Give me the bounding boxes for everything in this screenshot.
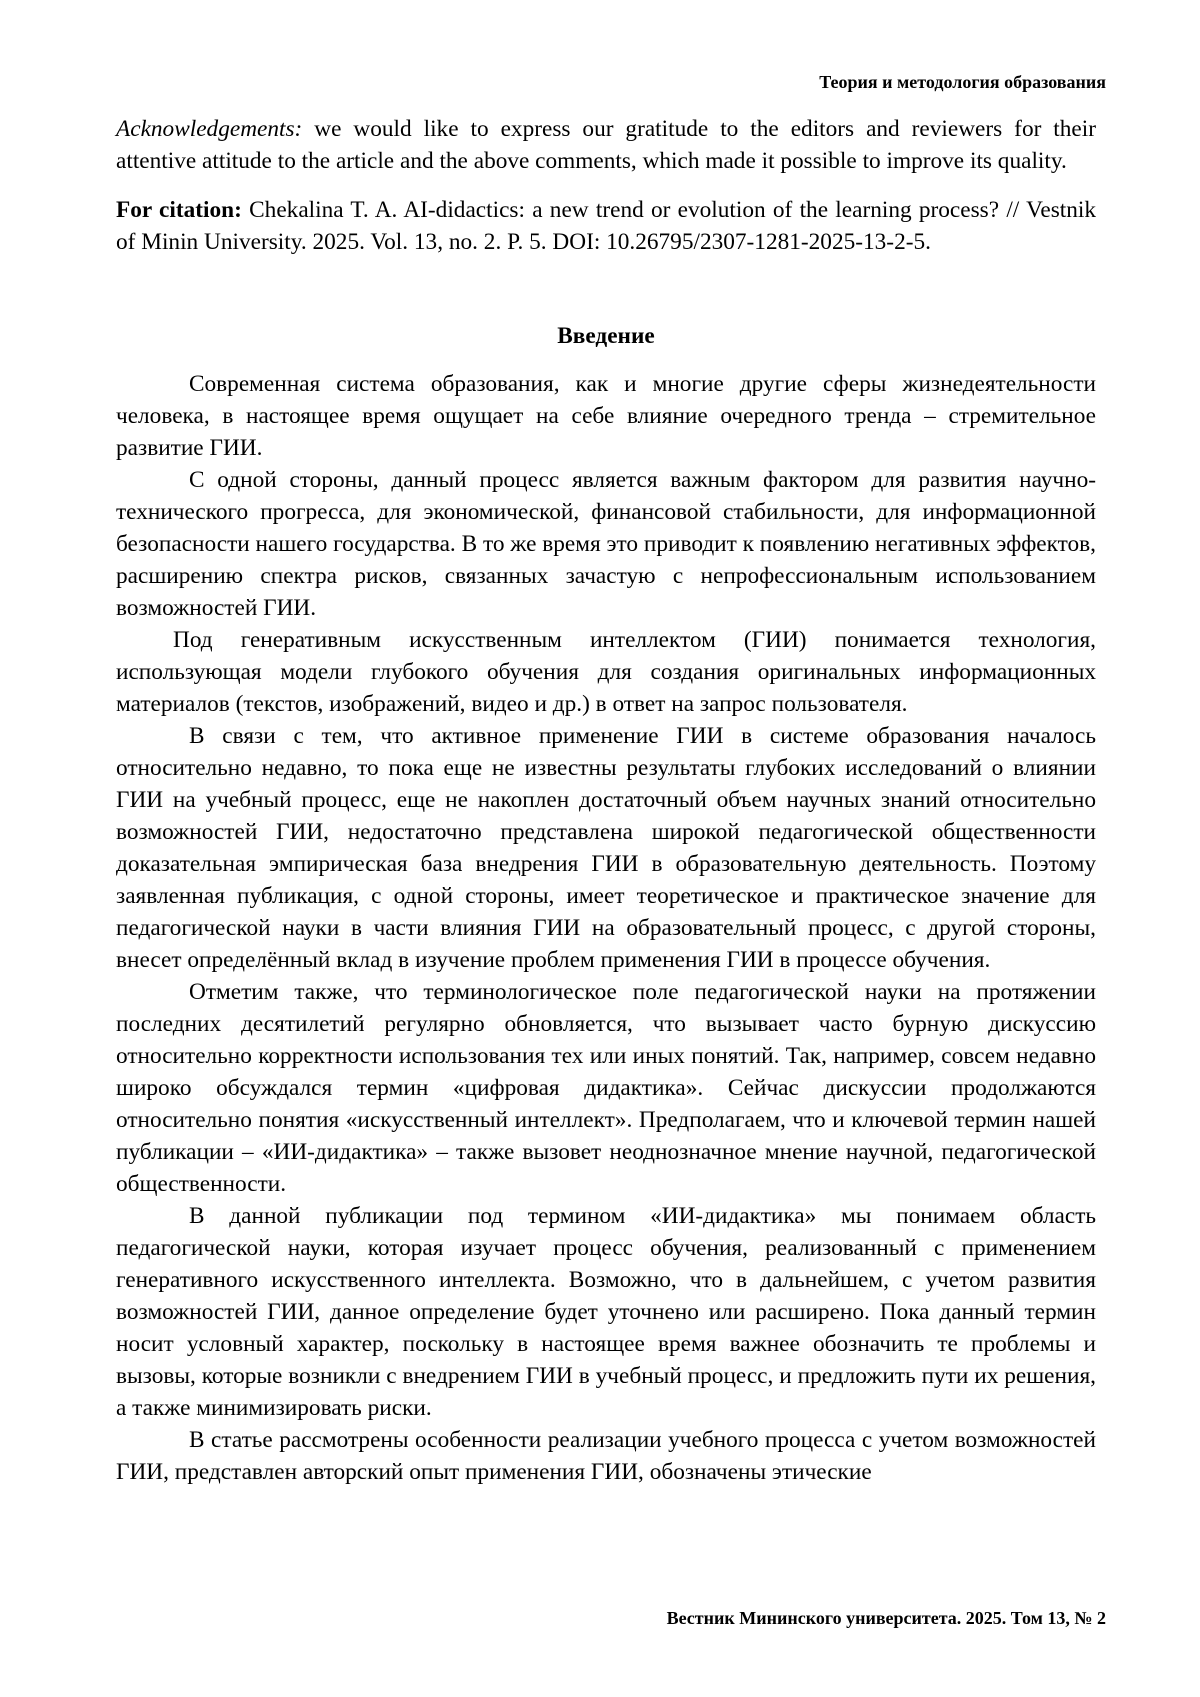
article-body (116, 113, 1096, 1488)
section-title: Введение (557, 323, 655, 349)
citation-label: For citation: (116, 197, 242, 223)
paragraph: С одной стороны, данный процесс является важным фактором для развития научно-технического прогресса, для экономической, финансовой стабильности, для информационной безопасности нашего государства. В то же время это приводит к появлению негативных эффектов, расширению спектра рисков, связанных зачастую с непрофессиональным использованием возможностей ГИИ. (116, 467, 1096, 621)
paragraph: В связи с тем, что активное применение ГИИ в системе образования началось относительно недавно, то пока еще не известны результаты глубоких исследований о влиянии ГИИ на учебный процесс, еще не накоплен достаточный объем научных знаний относительно возможностей ГИИ, недостаточно представлена широкой педагогической общественности доказательная эмпирическая база внедрения ГИИ в образовательную деятельность. Поэтому заявленная публикация, с одной стороны, имеет теоретическое и практическое значение для педагогической науки в части влияния ГИИ на образовательный процесс, с другой стороны, внесет определённый вклад в изучение проблем применения ГИИ в процессе обучения. (116, 723, 1096, 973)
paragraph: Под генеративным искусственным интеллектом (ГИИ) понимается технология, использующая модели глубокого обучения для создания оригинальных информационных материалов (текстов, изображений, видео и др.) в ответ на запрос пользователя. (116, 627, 1096, 717)
acknowledgements-text: we would like to express our gratitude to the editors and reviewers for their attentive attitude to the article and the above comments, which made it possible to improve its quality. (116, 116, 1096, 174)
running-footer: Вестник Мининского университета. 2025. Том 13, № 2 (666, 1608, 1106, 1628)
paragraph: В статье рассмотрены особенности реализации учебного процесса с учетом возможностей ГИИ, представлен авторский опыт применения ГИИ, обозначены этические (116, 1427, 1096, 1485)
citation-text: Chekalina T. A. AI-didactics: a new trend or evolution of the learning process? // Vestnik of Minin University. 2025. Vol. 13, no. 2. P. 5. DOI: 10.26795/2307-1281-2025-13-2-5. (116, 197, 1097, 255)
acknowledgements (116, 113, 1096, 177)
paragraph: Современная система образования, как и многие другие сферы жизнедеятельности человека, в настоящее время ощущает на себе влияние очередного тренда – стремительное развитие ГИИ. (116, 371, 1096, 461)
paragraph: Отметим также, что терминологическое поле педагогической науки на протяжении последних десятилетий регулярно обновляется, что вызывает часто бурную дискуссию относительно корректности использования тех или иных понятий. Так, например, совсем недавно широко обсуждался термин «цифровая дидактика». Сейчас дискуссии продолжаются относительно понятия «искусственный интеллект». Предполагаем, что и ключевой термин нашей публикации – «ИИ-дидактика» – также вызовет неоднозначное мнение научной, педагогической общественности. (116, 979, 1096, 1197)
acknowledgements-label: Acknowledgements: (116, 116, 303, 142)
citation (116, 194, 1096, 258)
running-header: Теория и методология образования (819, 72, 1106, 92)
paragraph: В данной публикации под термином «ИИ-дидактика» мы понимаем область педагогической науки, которая изучает процесс обучения, реализованный с применением генеративного искусственного интеллекта. Возможно, что в дальнейшем, с учетом развития возможностей ГИИ, данное определение будет уточнено или расширено. Пока данный термин носит условный характер, поскольку в настоящее время важнее обозначить те проблемы и вызовы, которые возникли с внедрением ГИИ в учебный процесс, и предложить пути их решения, а также минимизировать риски. (116, 1203, 1096, 1421)
